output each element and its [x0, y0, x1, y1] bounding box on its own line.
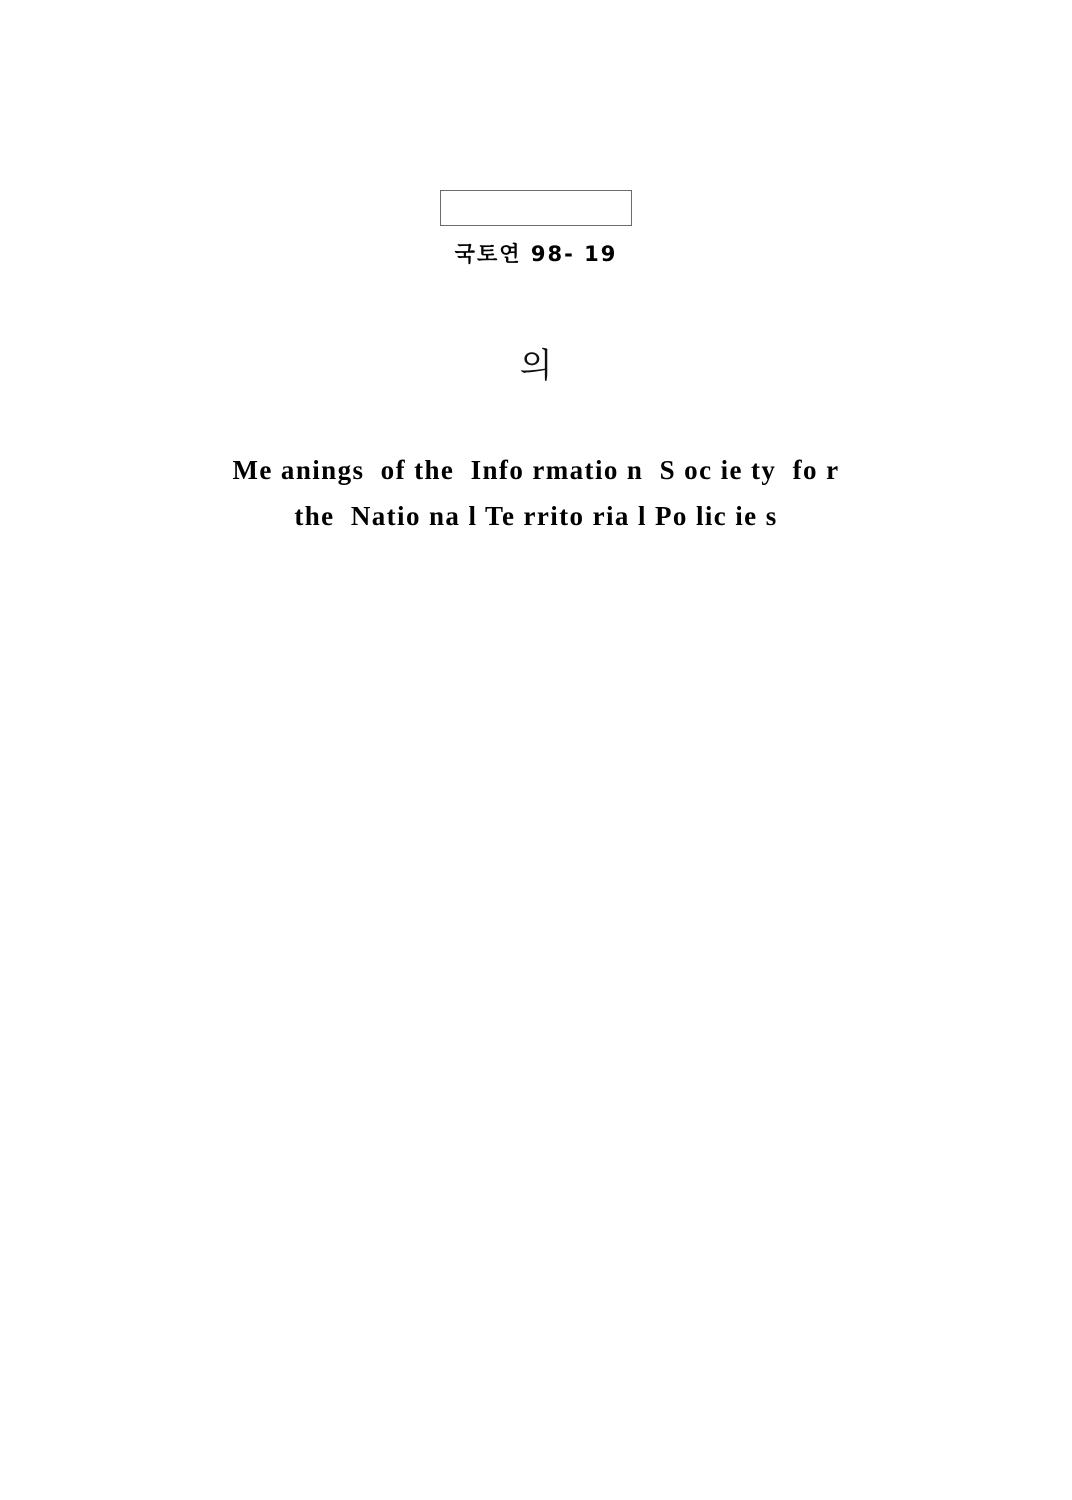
report-number-box: [440, 190, 632, 226]
english-title-line-2: the Natio na l Te rrito ria l Po lic ie s: [294, 501, 778, 532]
korean-title: 의: [519, 346, 553, 386]
report-number: 국토연 98- 19: [454, 242, 618, 266]
title-block: [0, 190, 1072, 540]
english-title-line-1: Me anings of the Info rmatio n S oc ie ty fo r: [232, 454, 840, 485]
english-title: [0, 447, 1072, 540]
